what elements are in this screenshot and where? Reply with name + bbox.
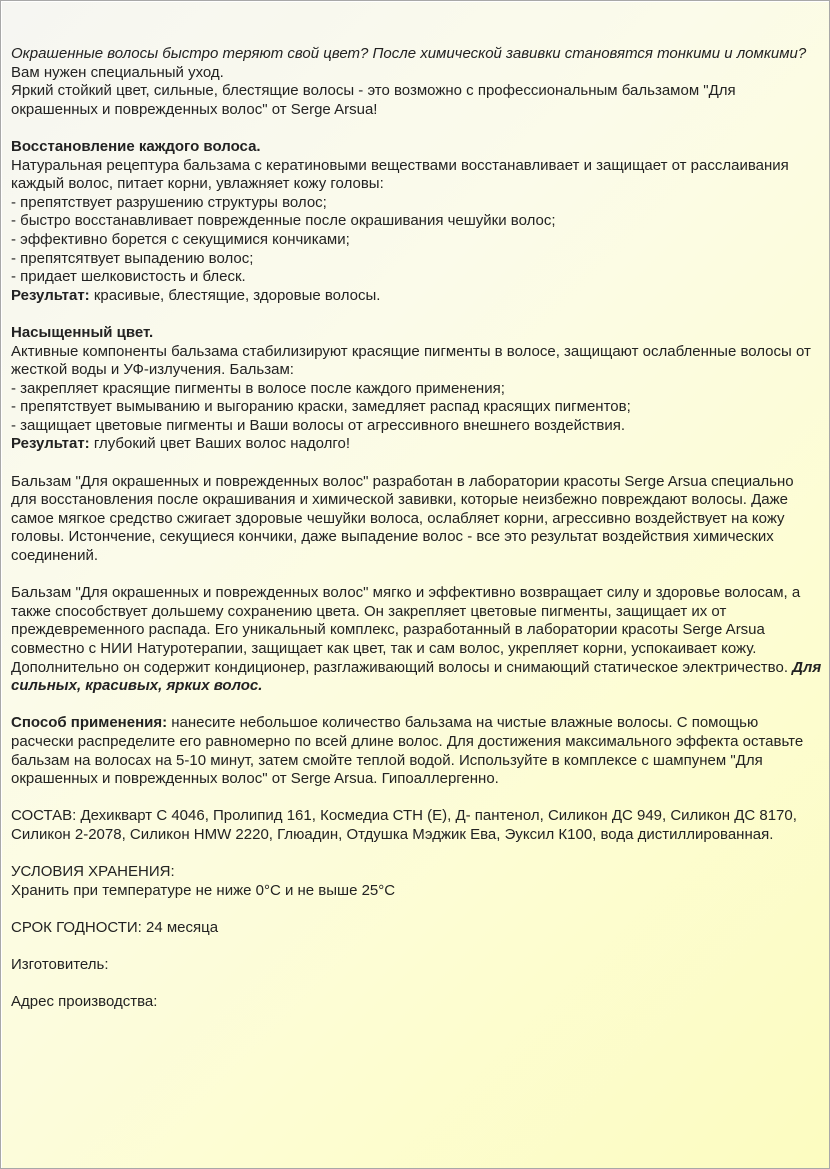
usage-label: Способ применения: bbox=[11, 714, 168, 732]
usage-paragraph bbox=[11, 714, 823, 788]
restore-result bbox=[11, 287, 823, 306]
intro-question-tail: Вам нужен специальный уход. bbox=[11, 63, 224, 81]
color-item: - препятствует вымыванию и выгоранию краски, замедляет распад красящих пигментов; bbox=[11, 398, 631, 416]
color-result bbox=[11, 435, 823, 454]
restore-item: - препятствует разрушению структуры волос; bbox=[11, 193, 327, 211]
restore-result-label: Результат: bbox=[11, 286, 90, 304]
spacer bbox=[11, 305, 823, 324]
color-item: - закрепляет красящие пигменты в волосе после каждого применения; bbox=[11, 379, 505, 397]
restore-item: - быстро восстанавливает поврежденные после окрашивания чешуйки волос; bbox=[11, 212, 556, 230]
storage-text: Хранить при температуре не ниже 0°С и не выше 25°С bbox=[11, 881, 396, 899]
production-address: Адрес производства: bbox=[11, 993, 158, 1011]
color-result-label: Результат: bbox=[11, 435, 90, 453]
usage-text: нанесите небольшое количество бальзама на чистые влажные волосы. С помощью расчески распределите его равномерно по всей длине волос. Для достижения максимального эффекта оставьте бальзам на волосах на 5-10 минут, затем смойте теплой водой. Используйте в комплексе с шампунем "Для окрашенных и поврежденных волос" от Serge Arsua. Гипоаллергенно. bbox=[11, 714, 804, 788]
restore-result-text: красивые, блестящие, здоровые волосы. bbox=[89, 286, 381, 304]
intro-text: Яркий стойкий цвет, сильные, блестящие волосы - это возможно с профессиональным бальзамом "Для окрашенных и поврежденных волос" от Serge Arsua! bbox=[11, 82, 736, 118]
intro-paragraph bbox=[11, 45, 823, 82]
spacer bbox=[11, 696, 823, 715]
spacer bbox=[11, 845, 823, 864]
spacer bbox=[11, 900, 823, 919]
spacer bbox=[11, 789, 823, 808]
benefits-paragraph bbox=[11, 584, 823, 696]
benefits-text: Бальзам "Для окрашенных и поврежденных волос" мягко и эффективно возвращает силу и здоровье волосам, а также способствует дольшему сохранению цвета. Он закрепляет цветовые пигменты, защищает их от преждевременного распада. Его уникальный комплекс, разработанный в лаборатории красоты Serge Arsua совместно с НИИ Натуротерапии, защищает как цвет, так и сам волос, укрепляет корни, успокаивает кожу. Дополнительно он содержит кондиционер, разглаживающий волосы и снимающий статическое электричество. bbox=[11, 584, 801, 676]
manufacturer: Изготовитель: bbox=[11, 956, 109, 974]
spacer bbox=[11, 454, 823, 473]
benefits-slogan: Для сильных, красивых, ярких волос. bbox=[11, 658, 822, 695]
color-item: - защищает цветовые пигменты и Ваши волосы от агрессивного внешнего воздействия. bbox=[11, 416, 626, 434]
storage-title: УСЛОВИЯ ХРАНЕНИЯ: bbox=[11, 863, 175, 881]
intro-question: Окрашенные волосы быстро теряют свой цвет? После химической завивки становятся тонкими и ломкими? bbox=[11, 45, 807, 62]
spacer bbox=[11, 975, 823, 994]
lab-paragraph: Бальзам "Для окрашенных и поврежденных волос" разработан в лаборатории красоты Serge Arsua специально для восстановления после окрашивания и химической завивки, которые неизбежно повреждают волосы. Даже самое мягкое средство сжигает здоровые чешуйки волоса, ослабляет корни, агрессивно воздействует на кожу головы. Истончение, секущиеся кончики, даже выпадение волос - все это результат воздействия химических соединений. bbox=[11, 472, 794, 565]
restore-heading: Восстановление каждого волоса. bbox=[11, 137, 261, 155]
color-heading: Насыщенный цвет. bbox=[11, 323, 154, 341]
restore-item: - препятсятвует выпадению волос; bbox=[11, 249, 254, 267]
color-result-text: глубокий цвет Ваших волос надолго! bbox=[89, 435, 351, 453]
composition: СОСТАВ: Дехикварт С 4046, Пролипид 161, Космедиа СТН (Е), Д- пантенол, Силикон ДС 949, Силикон ДС 8170, Силикон 2-2078, Силикон НМW 2220, Глюадин, Отдушка Мэджик Ева, Эуксил К100, вода дистиллированная. bbox=[11, 807, 797, 843]
shelf-life: СРОК ГОДНОСТИ: 24 месяца bbox=[11, 918, 219, 936]
restore-text: Натуральная рецептура бальзама с кератиновыми веществами восстанавливает и защищает от расслаивания каждый волос, питает корни, увлажняет кожу головы: bbox=[11, 156, 789, 193]
spacer bbox=[11, 119, 823, 138]
color-text: Активные компоненты бальзама стабилизируют красящие пигменты в волосе, защищают ослабленные волосы от жесткой воды и УФ-излучения. Бальзам: bbox=[11, 342, 811, 379]
spacer bbox=[11, 566, 823, 585]
restore-item: - придает шелковистость и блеск. bbox=[11, 268, 246, 286]
product-description bbox=[11, 45, 823, 1012]
restore-item: - эффективно борется с секущимися кончиками; bbox=[11, 230, 350, 248]
spacer bbox=[11, 938, 823, 957]
